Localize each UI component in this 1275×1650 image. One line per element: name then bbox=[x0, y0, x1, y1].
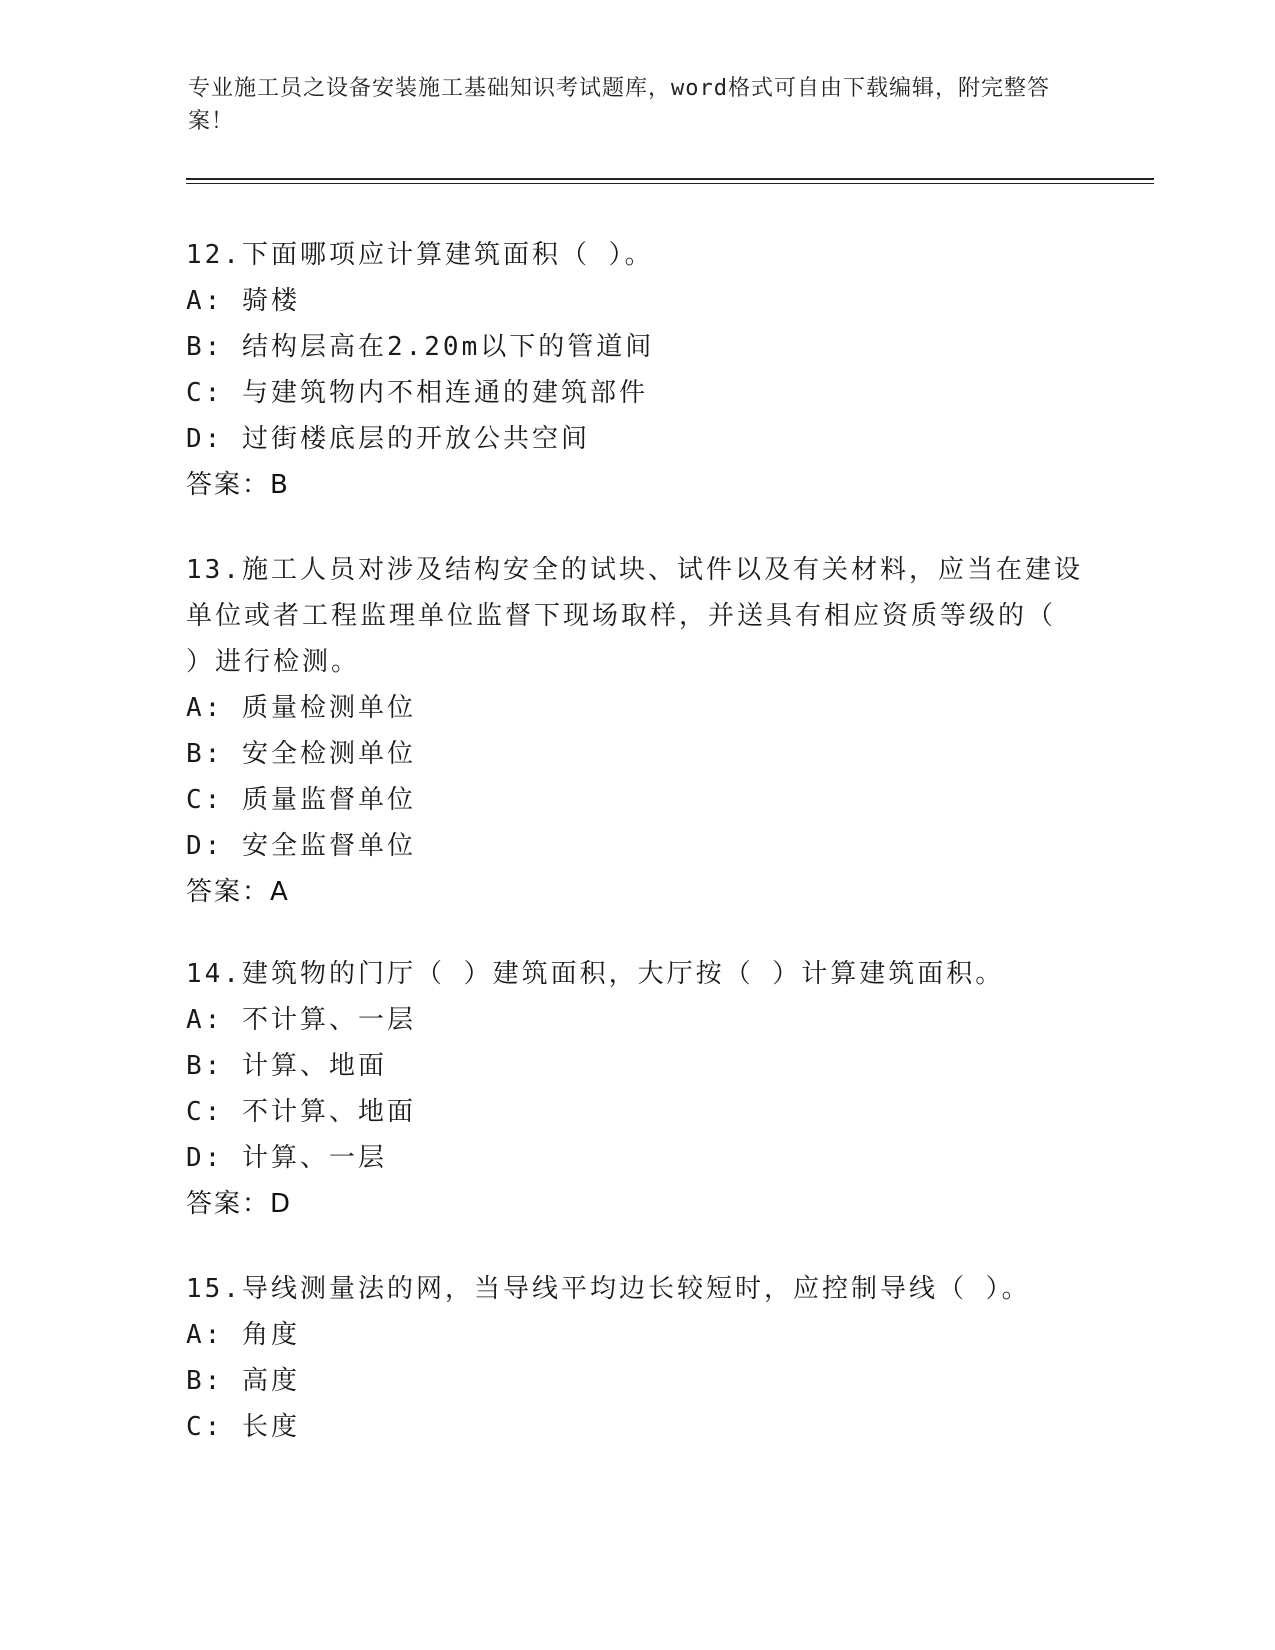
answer: 答案：B bbox=[186, 470, 290, 500]
option-d: D: 计算、一层 bbox=[186, 1143, 387, 1173]
option-d: D: 安全监督单位 bbox=[186, 831, 416, 861]
option-a: A: 角度 bbox=[186, 1320, 300, 1350]
question-stem: 15.导线测量法的网，当导线平均边长较短时，应控制导线（ ）。 bbox=[186, 1274, 1031, 1304]
option-b: B: 计算、地面 bbox=[186, 1051, 387, 1081]
option-b: B: 高度 bbox=[186, 1366, 300, 1396]
question-15 bbox=[186, 1266, 1086, 1450]
question-12 bbox=[186, 232, 1086, 508]
question-14 bbox=[186, 951, 1086, 1227]
question-13 bbox=[186, 547, 1086, 915]
answer: 答案：A bbox=[186, 877, 290, 907]
option-a: A: 质量检测单位 bbox=[186, 693, 416, 723]
option-c: C: 长度 bbox=[186, 1412, 300, 1442]
question-stem: 12.下面哪项应计算建筑面积（ ）。 bbox=[186, 240, 654, 270]
header-divider-thick bbox=[186, 178, 1154, 180]
option-a: A: 骑楼 bbox=[186, 286, 300, 316]
option-c: C: 与建筑物内不相连通的建筑部件 bbox=[186, 378, 648, 408]
option-b: B: 安全检测单位 bbox=[186, 739, 416, 769]
question-stem: 13.施工人员对涉及结构安全的试块、试件以及有关材料，应当在建设单位或者工程监理单位监督下现场取样，并送具有相应资质等级的（ ）进行检测。 bbox=[186, 555, 1083, 677]
header-divider-thin bbox=[186, 183, 1154, 184]
option-b: B: 结构层高在2.20m以下的管道间 bbox=[186, 332, 655, 362]
option-c: C: 质量监督单位 bbox=[186, 785, 416, 815]
option-d: D: 过街楼底层的开放公共空间 bbox=[186, 424, 590, 454]
question-stem: 14.建筑物的门厅（ ）建筑面积，大厅按（ ）计算建筑面积。 bbox=[186, 959, 1005, 989]
option-a: A: 不计算、一层 bbox=[186, 1005, 416, 1035]
answer: 答案：D bbox=[186, 1189, 293, 1219]
document-header: 专业施工员之设备安装施工基础知识考试题库，word格式可自由下载编辑，附完整答案！ bbox=[188, 76, 1050, 134]
option-c: C: 不计算、地面 bbox=[186, 1097, 416, 1127]
